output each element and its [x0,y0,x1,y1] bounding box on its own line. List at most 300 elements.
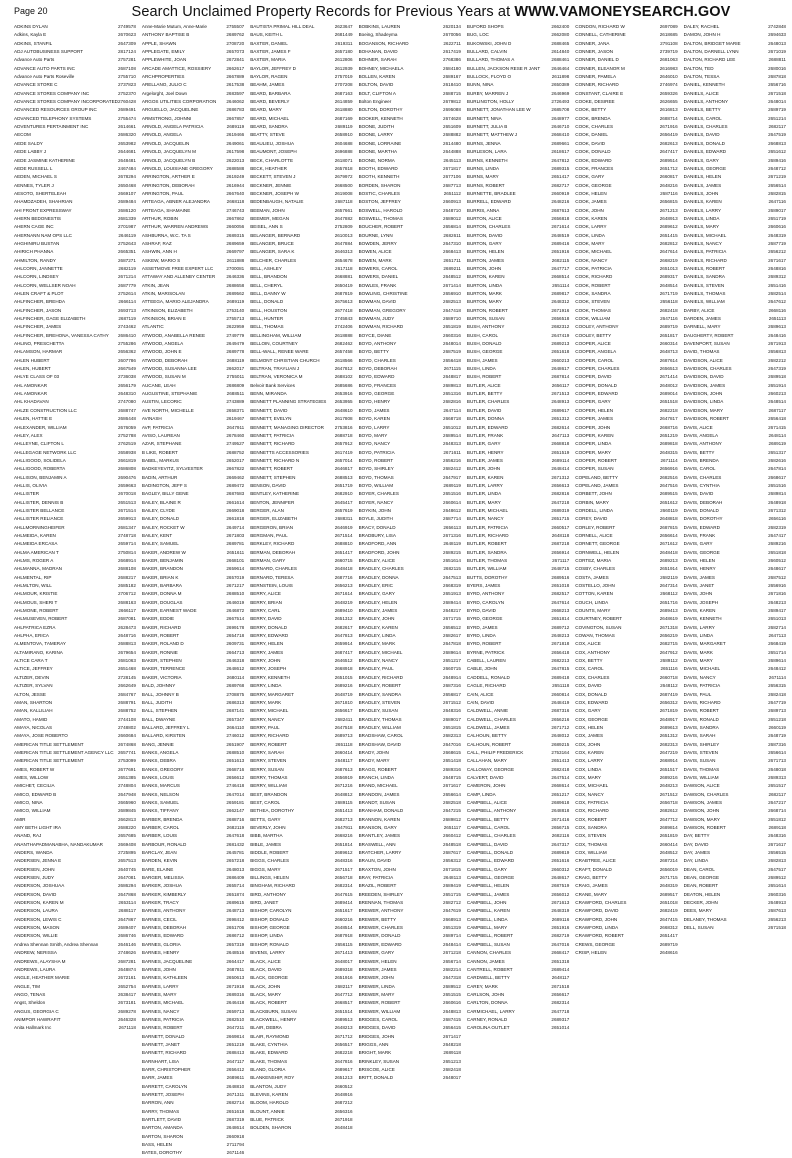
owner-name: BRADY, MARY [358,758,390,764]
owner-name: AHLLISTER, DENNIS B [14,499,64,505]
owner-name: BAKER, ROBERT [141,633,180,639]
owner-name: AMICHET, CECILIA [14,783,55,789]
owner-name: BISHOP, RONALD [250,941,289,947]
owner-name: BUTLER, MARY [466,499,501,505]
property-id: 2651219 [226,1041,245,1047]
property-id: 2651014 [551,1025,570,1031]
owner-name: DECKER, JOHN [683,900,718,906]
owner-name: DEATON, HELEN [683,891,721,897]
property-id: 2666114 [118,299,136,305]
property-id: 2689514 [443,432,461,438]
property-id: 2688752 [117,708,136,714]
property-id: 2646019 [226,599,245,605]
owner-name: BENNETT, DAVID [250,407,288,413]
owner-name: AHLFINCHER, GAGE ELIZABETH [14,316,86,322]
owner-name: BERRY, MARK [250,699,282,705]
property-id: 2682115 [551,257,570,263]
property-id: 2656019 [659,866,678,872]
property-id: 2668101 [226,558,245,563]
owner-name: BERRY, JAMES [250,649,284,655]
owner-name: COOPER, EDWARD [575,391,618,397]
owner-name: DAVIS, JAMES [683,574,715,580]
property-record-row [684,665,786,673]
property-record-row [467,732,569,740]
property-id: 2689114 [551,457,570,463]
property-record-row [359,941,461,949]
property-record-row [14,582,136,590]
owner-name: BRADLEY, HELEN [358,599,398,605]
property-record-row [14,974,136,982]
property-id: 2689512 [443,983,461,989]
property-id: 2671612 [659,541,678,547]
property-id: 2688882 [443,132,461,138]
owner-name: BECKNER, JENNIE [250,182,292,188]
owner-name: BURTON, DAVID [466,232,503,238]
property-id: 2646328 [117,1016,136,1022]
owner-name: AHIRICH PHANNA [14,249,54,255]
property-id: 2651611 [226,549,245,555]
owner-name: BERRY, CARL [250,608,281,614]
property-record-row [142,1024,244,1032]
property-id: 2659914 [334,641,353,647]
property-record-row [684,182,786,190]
property-id: 2656617 [334,708,353,714]
owner-name: DAVIS, ANGELA [683,432,719,438]
owner-name: BRITT, DONALD [358,1075,394,1081]
property-id: 2687613 [334,766,353,772]
owner-name: BOURNE, LYNN [358,232,393,238]
property-id: 2647309 [117,40,136,46]
owner-name: ATTEEGA, MARIO ALEJANDRA [141,299,209,305]
property-id: 2746743 [226,207,245,213]
property-record-row [142,907,244,915]
property-record-row [575,716,677,724]
owner-name: BRADLEY, SUSAN [358,708,398,714]
property-record-row [684,741,786,749]
property-record-row [359,907,461,915]
property-id: 2681063 [659,57,678,63]
property-record-row [250,490,352,498]
property-id: 2671803 [226,532,245,538]
property-id: 2651618 [551,349,570,355]
property-id: 2647417 [768,532,786,538]
property-record-row [467,574,569,582]
owner-name: BETHEA, DOROTHY [250,808,295,814]
property-record-row [467,657,569,665]
property-id: 2689768 [226,683,245,689]
property-record-row [684,440,786,448]
property-record-row [575,574,677,582]
owner-name: AHLYE CLASS OF 03 [14,374,60,380]
owner-name: AHLCORN, LINDSEY [14,274,59,280]
owner-name: BREWER, LINDA [358,983,395,989]
property-id: 2689312 [768,274,786,280]
property-id: 2648612 [226,666,245,672]
property-record-row [14,131,136,139]
property-id: 2682462 [334,341,353,347]
owner-name: BAXTER, DANIEL [250,40,288,46]
property-record-row [575,640,677,648]
property-id: 2648619 [659,616,678,622]
property-id: 2648014 [768,99,786,105]
property-id: 2656910 [443,291,461,296]
property-record-row [359,657,461,665]
property-id: 2682513 [443,299,461,305]
property-record-row [142,958,244,966]
owner-name: COX, GARY [575,708,601,714]
property-id: 2604688 [334,140,353,146]
owner-name: ARRINGTON, DEBORAH [141,182,195,188]
property-record-row [142,365,244,373]
property-record-row [467,682,569,690]
owner-name: CRAFT, DONALD [575,866,612,872]
property-record-row [142,1049,244,1057]
property-id: 2689472 [226,482,245,488]
property-record-row [467,182,569,190]
owner-name: CAMPBELL, BETTY [466,816,509,822]
property-record-row [142,432,244,440]
property-record-row [575,791,677,799]
owner-name: BISHOP, GEORGE [250,925,290,931]
property-record-row [684,640,786,648]
owner-name: AHLMUSEVEN, ROBERT [14,616,68,622]
property-id: 2689216 [659,774,678,780]
owner-name: ATTAWAY AND ALLENBY CENTER [141,274,216,280]
owner-name: ARGUELLO, JACQUELINE [141,107,199,113]
property-record-row [142,749,244,757]
property-record-row [684,866,786,874]
property-record-row [575,123,677,131]
property-id: 2670056 [443,32,461,38]
page-title-text: Search Unclaimed Property Records for Previous Years at [131,4,511,20]
property-id: 2752809 [334,224,353,230]
owner-name: BLACKBURN, SUSAN [250,1008,297,1014]
owner-name: BOBKINS, LAUREN [358,24,401,29]
property-record-row [467,474,569,482]
property-record-row [467,323,569,331]
owner-name: AHL AMONKAR [14,391,48,397]
owner-name: BRADBURY, LISA [358,532,396,538]
owner-name: AHLPATRICA EZRA [14,624,56,630]
property-record-row [575,182,677,190]
owner-name: ATWOOD, SUSAN M [141,374,186,380]
owner-name: BOGANSON, RICHARD [358,40,409,46]
property-id: 2648319 [551,908,570,914]
property-record-row [467,832,569,840]
owner-name: BOLLEN, KAREN [358,74,396,80]
property-id: 2687116 [660,190,678,196]
property-record-row [359,757,461,765]
owner-name: BOONE, LARRY [358,132,393,138]
property-record-row [142,590,244,598]
owner-name: AMERICAN TITLE SETTLEMENT [14,758,84,764]
property-record-row [250,248,352,256]
property-id: 2689762 [226,32,245,38]
property-record-row [467,924,569,932]
owner-name: BELL, THOMAS [250,324,284,330]
owner-name: DAY, BETTY [683,833,710,839]
property-record-row [575,98,677,106]
property-id: 2752370 [117,90,136,96]
property-id: 2757019 [334,74,353,80]
property-record-row [14,232,136,240]
property-id: 2647516 [659,482,678,488]
property-id: 2662617 [226,65,245,71]
property-record-row [250,357,352,365]
property-id: 2671611 [443,449,461,455]
owner-name: BURLINGTON, HOLLY [466,99,515,105]
property-id: 2648319 [659,883,678,889]
property-record-row [142,323,244,331]
property-record-row [467,590,569,598]
owner-name: BRANCH, LINDA [358,774,395,780]
owner-name: BURRELL, EDWARD [466,199,511,205]
property-id: 2660316 [443,332,461,338]
property-record-row [250,398,352,406]
property-id: 2689414 [551,966,570,972]
property-record-row [142,198,244,206]
owner-name: BARTON, AMANDA [141,1125,183,1131]
owner-name: BANKS, GREGORY [141,766,184,772]
property-record-row [250,532,352,540]
owner-name: AHLFINCHER, BREHONA, VANESSA CATHY [14,332,109,338]
property-id: 2648614 [226,1125,245,1131]
owner-name: BARGER, MELISSA [141,875,184,881]
owner-name: BULLARD, CALVIN [466,49,507,55]
property-record-row [575,223,677,231]
property-id: 2611888 [226,257,245,263]
property-id: 2650468 [117,182,136,188]
owner-name: BEARD, BEVERLY [250,99,290,105]
property-record-row [14,415,136,423]
owner-name: ANDERSEN, JUDY [14,875,55,881]
property-id: 2662400 [551,24,570,29]
property-id: 2651716 [659,599,678,605]
owner-name: BEAULIEU, JOSHUA [250,140,295,146]
owner-name: DAVIS, RONALD [683,716,719,722]
property-record-row [575,582,677,590]
property-id: 2660718 [659,674,678,680]
property-record-row [250,907,352,915]
property-record-row [142,932,244,940]
property-id: 2668500 [334,182,353,188]
property-id: 2746974 [659,82,678,88]
owner-name: BIRD, JANET [250,900,279,906]
owner-name: BERRY, MICHAEL [250,708,289,714]
property-id: 2656315 [768,683,786,689]
property-record-row [684,290,786,298]
property-record-row [359,849,461,857]
owner-name: CREWS, GEORGE [575,941,616,947]
property-id: 2649479 [226,341,245,347]
owner-name: CORNELL, ALICE [575,532,613,538]
owner-name: BOSWELL, THOMAS [358,215,403,221]
property-id: 2689781 [226,541,245,547]
property-record-row [575,382,677,390]
property-record-row [684,882,786,890]
property-record-row [467,1016,569,1024]
property-record-row [467,874,569,882]
property-id: 2664110 [226,724,245,730]
property-record-row [142,490,244,498]
owner-name: ANDERSON, WILLIE [14,933,58,939]
property-record-row [250,449,352,457]
property-record-row [359,774,461,782]
property-id: 2647014 [226,791,245,797]
owner-name: ADVANCE AUTO PARTS INC [14,65,75,71]
property-record-row [359,1066,461,1074]
property-record-row [684,465,786,473]
property-id: 2689316 [226,991,245,997]
owner-name: BOYD, ROBERT [358,457,394,463]
property-id: 2651612 [768,149,786,155]
property-record-row [684,48,786,56]
property-record-row [250,691,352,699]
owner-name: ARCHPROPERTIES [141,74,185,80]
property-record-row [467,215,569,223]
owner-name: BELL, CHERYL [250,282,283,288]
property-record-row [142,999,244,1007]
owner-name: BOWEN, ALICE [358,249,392,255]
property-record-row [467,932,569,940]
property-record-row [575,540,677,548]
property-id: 2686320 [117,132,136,138]
owner-name: BLUE, PATRICK [250,1117,284,1123]
property-record-row [359,699,461,707]
owner-name: Anne-Marie Mutum, Anne-Marie [141,24,207,29]
property-id: 2689513 [334,1016,353,1022]
owner-name: ATKIN, MARISOLAN [141,291,185,296]
property-id: 2656117 [551,382,570,388]
property-record-row [359,507,461,515]
property-record-row [359,165,461,173]
property-record-row [467,782,569,790]
property-record-row [142,48,244,56]
property-record-row [575,465,677,473]
property-record-row [250,65,352,73]
property-record-row [467,440,569,448]
property-id: 2651616 [551,858,570,864]
property-record-row [359,841,461,849]
property-id: 2671617 [768,257,786,263]
owner-name: BRINKLEY, SUSAN [358,1058,400,1064]
property-record-row [142,816,244,824]
owner-name: COOKE, DESIREE [575,99,615,105]
property-record-row [250,273,352,281]
owner-name: BARKER, KIMBERLY [141,891,187,897]
property-id: 2648017 [334,958,353,964]
owner-name: BUTLER, DONNA [466,416,505,422]
property-record-row [14,640,136,648]
property-id: 2698412 [226,916,245,922]
owner-name: DAY, JAMES [683,850,711,856]
owner-name: COSTELLO, JOHN [575,583,615,589]
property-record-row [467,298,569,306]
owner-name: BOYD, BETTY [358,349,389,355]
owner-name: COOK, CHARLES [575,124,614,130]
owner-name: COOPER, ALICE [575,341,611,347]
property-id: 2660312 [551,866,570,872]
property-record-row [467,699,569,707]
property-id: 2668716 [226,766,245,772]
property-id: 2647812 [551,157,570,163]
property-id: 2651312 [659,733,678,739]
owner-name: BRISCOE, ALICE [358,1066,395,1072]
property-record-row [684,657,786,665]
property-id: 2648414 [551,466,570,472]
owner-name: DAVIS, MARGARET [683,641,726,647]
property-record-row [359,766,461,774]
owner-name: BAILEY, KENT [141,532,173,538]
property-record-row [14,357,136,365]
owner-name: COSTA, JAMES [575,574,609,580]
property-record-row [684,73,786,81]
property-id: 2689417 [768,608,786,614]
property-id: 2651013 [768,616,786,622]
property-record-row [14,807,136,815]
owner-name: BENTON, JENNIFER [250,499,295,505]
owner-name: AMES, WILLOW [14,774,49,780]
property-id: 2648316 [334,858,353,864]
property-id: 2647815 [551,666,570,672]
property-record-row [467,557,569,565]
property-record-row [684,916,786,924]
owner-name: BLACKWELL, HENRY [250,1016,297,1022]
property-record-row [684,857,786,865]
property-record-row [142,524,244,532]
property-record-row [142,941,244,949]
property-id: 2648913 [659,215,678,221]
property-id: 2651468 [117,666,136,672]
property-id: 2687281 [117,958,136,964]
owner-name: DAVIS, HENRY [683,566,716,572]
owner-name: COREY, DAVID [575,516,608,522]
owner-name: BETTS, GARY [250,816,281,822]
property-id: 2647867 [117,916,136,922]
owner-name: AMIR [14,816,26,822]
property-id: 2687815 [659,524,678,530]
property-id: 2685182 [117,583,136,589]
owner-name: COOK, KAREN [575,215,608,221]
website-link[interactable]: WWW.VAMONEYSEARCH.GOV [514,4,731,20]
property-id: 2682119 [226,825,245,830]
property-id: 2682117 [768,124,786,130]
owner-name: COOK, BETTY [575,107,607,113]
owner-name: BUFORD SHOPS [466,24,504,29]
owner-name: DALTON, DARNELL LYNN [683,49,739,55]
property-record-row [575,749,677,757]
owner-name: DAVIS, JANET [683,583,715,589]
property-record-row [359,123,461,131]
owner-name: BELLINGHAM, WILLIAM [250,332,302,338]
property-record-row [250,524,352,532]
property-id: 2647518 [334,724,353,730]
property-record-row [14,273,136,281]
property-id: 2679812 [443,99,461,105]
property-id: 2689713 [768,708,786,714]
owner-name: BEARD, MARY [250,107,282,113]
owner-name: DAVIS, WILLIAM [683,774,719,780]
owner-name: AHLFINCHER, JAMES [14,324,62,330]
owner-name: BARBOUR, RONALD [141,841,187,847]
owner-name: BRADFORD, ANN [358,541,397,547]
property-record-row [250,465,352,473]
property-id: 2660216 [334,916,353,922]
owner-name: COOK, DAVID [575,140,606,146]
property-record-row [250,707,352,715]
property-record-row [575,674,677,682]
property-record-row [684,273,786,281]
